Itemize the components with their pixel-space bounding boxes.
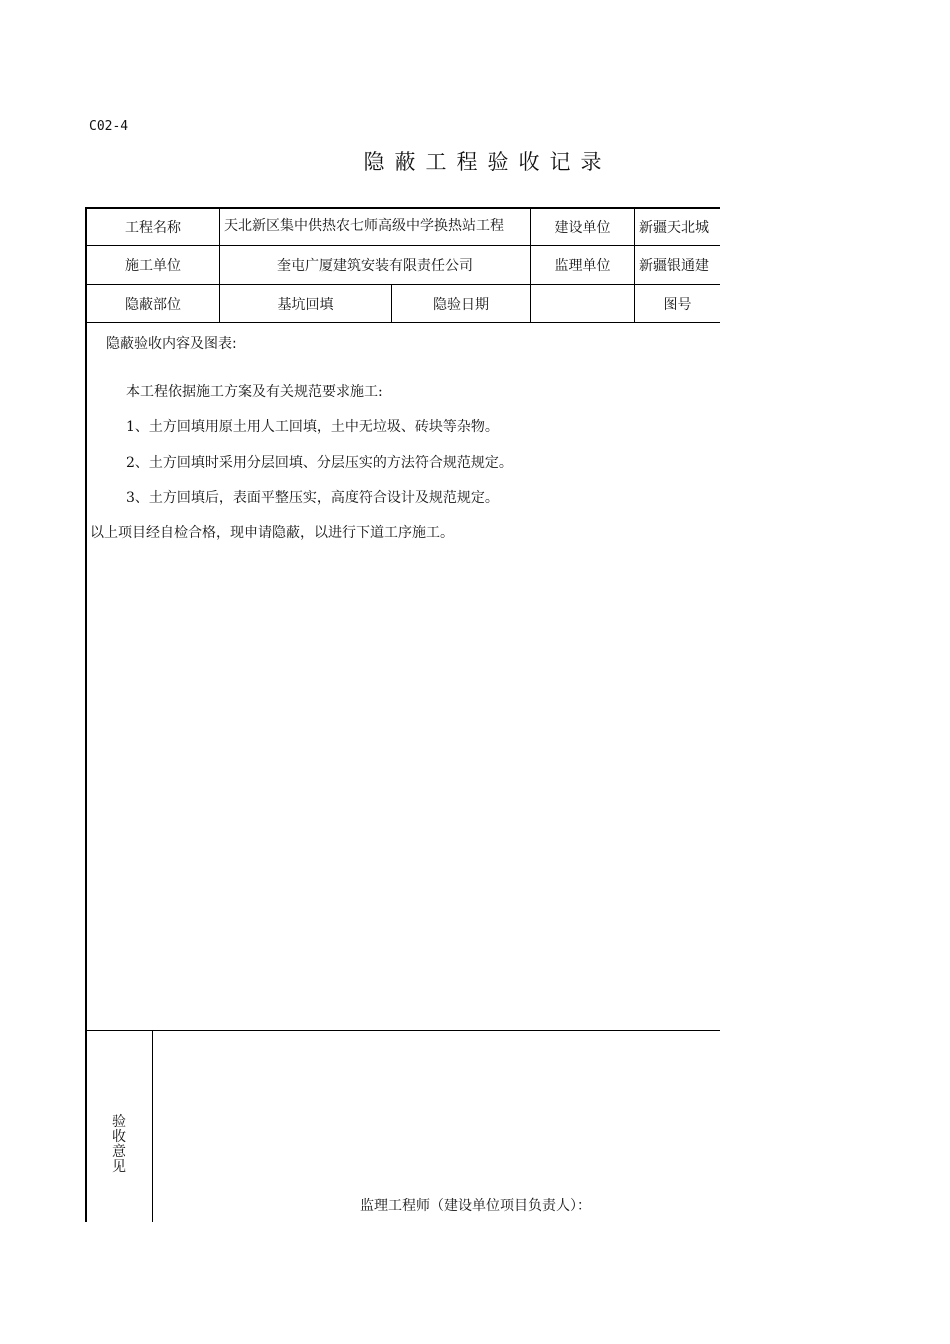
contractor-label: 施工单位: [125, 258, 181, 274]
owner-value: 新疆天北城: [639, 219, 709, 236]
supervisor-value: 新疆银通建: [639, 258, 709, 274]
content-item: 3、土方回填后，表面平整压实，高度符合设计及规范规定。: [126, 490, 499, 506]
hidden-part-label: 隐蔽部位: [125, 296, 181, 313]
acceptance-label: 验收意见: [112, 1114, 126, 1175]
inspection-date-label: 隐验日期: [433, 296, 489, 313]
drawing-no-label: 图号: [663, 296, 692, 313]
signer-label: 监理工程师（建设单位项目负责人）：: [360, 1198, 591, 1214]
supervisor-label: 监理单位: [554, 258, 611, 274]
content-item: 1、土方回填用原土用人工回填，土中无垃圾、砖块等杂物。: [126, 419, 499, 435]
col-divider: [152, 1030, 153, 1222]
table-left-border: [85, 207, 87, 1222]
content-paragraph: 本工程依据施工方案及有关规范要求施工:: [126, 384, 383, 400]
project-name-label: 工程名称: [125, 219, 181, 236]
content-heading: 隐蔽验收内容及图表:: [106, 336, 237, 352]
inspection-date-value: [531, 285, 634, 322]
project-name-value: 天北新区集中供热农七师高级中学换热站工程: [224, 218, 504, 234]
contractor-value: 奎屯广厦建筑安装有限责任公司: [277, 258, 473, 274]
page-title: 隐蔽工程验收记录: [363, 150, 612, 174]
content-conclusion: 以上项目经自检合格，现申请隐蔽，以进行下道工序施工。: [90, 525, 454, 541]
content-item: 2、土方回填时采用分层回填、分层压实的方法符合规范规定。: [126, 455, 513, 471]
hidden-part-value: 基坑回填: [277, 296, 334, 313]
owner-label: 建设单位: [554, 219, 611, 236]
row-divider: [85, 322, 720, 323]
form-code: C02-4: [89, 119, 129, 134]
row-divider: [85, 1030, 720, 1031]
